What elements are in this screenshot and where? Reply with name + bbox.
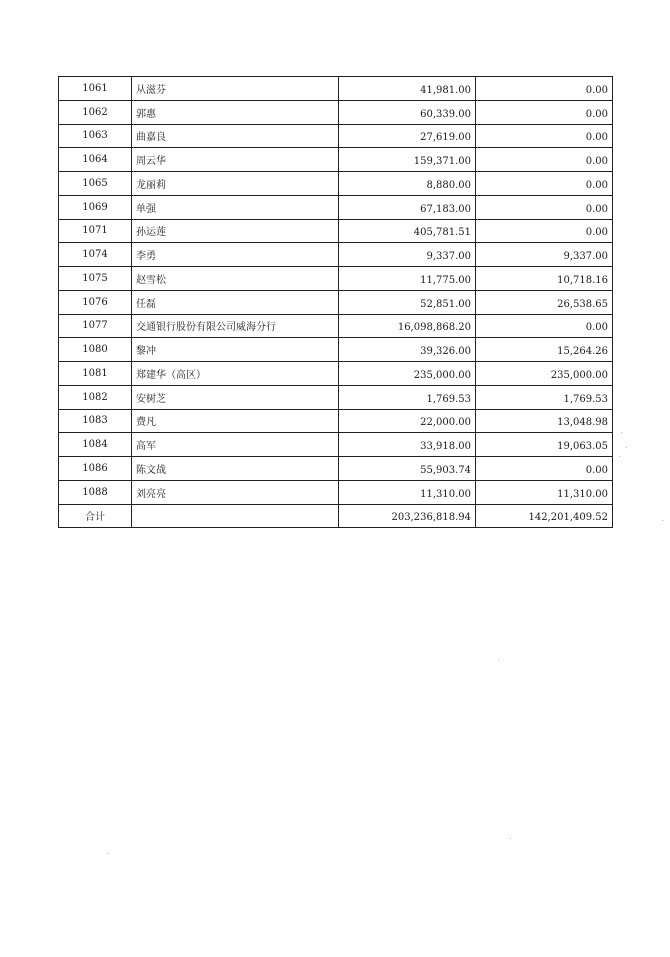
row-code: 1081 xyxy=(59,362,132,386)
row-amount-2: 0.00 xyxy=(476,77,613,101)
row-amount-1: 8,880.00 xyxy=(339,172,476,196)
row-amount-1: 159,371.00 xyxy=(339,148,476,172)
row-name: 黎冲 xyxy=(132,338,339,362)
table-row xyxy=(59,100,613,124)
row-name: 郑建华（高区） xyxy=(132,362,339,386)
row-amount-2: 19,063.05 xyxy=(476,433,613,457)
row-name: 费凡 xyxy=(132,409,339,433)
total-row xyxy=(59,504,613,528)
row-code: 1069 xyxy=(59,195,132,219)
total-label: 合计 xyxy=(59,504,132,528)
table-row xyxy=(59,480,613,504)
row-amount-1: 405,781.51 xyxy=(339,219,476,243)
ledger-body xyxy=(59,77,613,528)
row-amount-1: 67,183.00 xyxy=(339,195,476,219)
row-code: 1064 xyxy=(59,148,132,172)
total-name xyxy=(132,504,339,528)
row-amount-1: 52,851.00 xyxy=(339,290,476,314)
table-row xyxy=(59,267,613,291)
row-code: 1086 xyxy=(59,457,132,481)
row-name: 郭惠 xyxy=(132,100,339,124)
table-row xyxy=(59,77,613,101)
table-row xyxy=(59,338,613,362)
row-code: 1083 xyxy=(59,409,132,433)
row-amount-1: 60,339.00 xyxy=(339,100,476,124)
total-amount-1: 203,236,818.94 xyxy=(339,504,476,528)
row-name: 周云华 xyxy=(132,148,339,172)
row-amount-2: 15,264.26 xyxy=(476,338,613,362)
row-code: 1088 xyxy=(59,480,132,504)
table-row xyxy=(59,314,613,338)
row-name: 从滋芬 xyxy=(132,77,339,101)
row-code: 1075 xyxy=(59,267,132,291)
row-amount-1: 1,769.53 xyxy=(339,385,476,409)
row-amount-2: 0.00 xyxy=(476,195,613,219)
row-amount-2: 0.00 xyxy=(476,457,613,481)
row-name: 赵雪松 xyxy=(132,267,339,291)
row-code: 1063 xyxy=(59,124,132,148)
row-code: 1084 xyxy=(59,433,132,457)
table-row xyxy=(59,433,613,457)
row-code: 1080 xyxy=(59,338,132,362)
row-name: 交通银行股份有限公司威海分行 xyxy=(132,314,339,338)
row-amount-2: 0.00 xyxy=(476,148,613,172)
row-amount-2: 11,310.00 xyxy=(476,480,613,504)
row-amount-2: 1,769.53 xyxy=(476,385,613,409)
creditor-ledger-table xyxy=(58,76,613,528)
row-amount-1: 27,619.00 xyxy=(339,124,476,148)
row-name: 曲嘉良 xyxy=(132,124,339,148)
table-row xyxy=(59,195,613,219)
row-code: 1076 xyxy=(59,290,132,314)
row-code: 1062 xyxy=(59,100,132,124)
row-code: 1077 xyxy=(59,314,132,338)
row-name: 安树芝 xyxy=(132,385,339,409)
table-row xyxy=(59,219,613,243)
table-row xyxy=(59,385,613,409)
row-code: 1074 xyxy=(59,243,132,267)
row-name: 任磊 xyxy=(132,290,339,314)
row-name: 陈文战 xyxy=(132,457,339,481)
row-name: 李勇 xyxy=(132,243,339,267)
table-row xyxy=(59,148,613,172)
table-row xyxy=(59,457,613,481)
row-amount-1: 33,918.00 xyxy=(339,433,476,457)
row-amount-2: 13,048.98 xyxy=(476,409,613,433)
row-amount-2: 0.00 xyxy=(476,100,613,124)
row-amount-2: 0.00 xyxy=(476,172,613,196)
table-row xyxy=(59,290,613,314)
row-amount-2: 10,718.16 xyxy=(476,267,613,291)
row-code: 1061 xyxy=(59,77,132,101)
row-name: 高军 xyxy=(132,433,339,457)
row-amount-1: 55,903.74 xyxy=(339,457,476,481)
row-amount-2: 0.00 xyxy=(476,314,613,338)
table-row xyxy=(59,362,613,386)
row-amount-1: 9,337.00 xyxy=(339,243,476,267)
row-amount-1: 11,310.00 xyxy=(339,480,476,504)
row-amount-2: 0.00 xyxy=(476,124,613,148)
row-amount-2: 26,538.65 xyxy=(476,290,613,314)
table-row xyxy=(59,124,613,148)
row-amount-2: 235,000.00 xyxy=(476,362,613,386)
row-code: 1071 xyxy=(59,219,132,243)
total-amount-2: 142,201,409.52 xyxy=(476,504,613,528)
table-row xyxy=(59,409,613,433)
row-amount-1: 16,098,868.20 xyxy=(339,314,476,338)
row-name: 孙运莲 xyxy=(132,219,339,243)
row-name: 刘亮亮 xyxy=(132,480,339,504)
row-amount-1: 41,981.00 xyxy=(339,77,476,101)
row-amount-1: 22,000.00 xyxy=(339,409,476,433)
row-amount-2: 9,337.00 xyxy=(476,243,613,267)
row-code: 1065 xyxy=(59,172,132,196)
table-row xyxy=(59,172,613,196)
row-code: 1082 xyxy=(59,385,132,409)
row-amount-1: 11,775.00 xyxy=(339,267,476,291)
row-amount-1: 235,000.00 xyxy=(339,362,476,386)
row-amount-1: 39,326.00 xyxy=(339,338,476,362)
row-amount-2: 0.00 xyxy=(476,219,613,243)
row-name: 单强 xyxy=(132,195,339,219)
row-name: 龙丽莉 xyxy=(132,172,339,196)
table-row xyxy=(59,243,613,267)
